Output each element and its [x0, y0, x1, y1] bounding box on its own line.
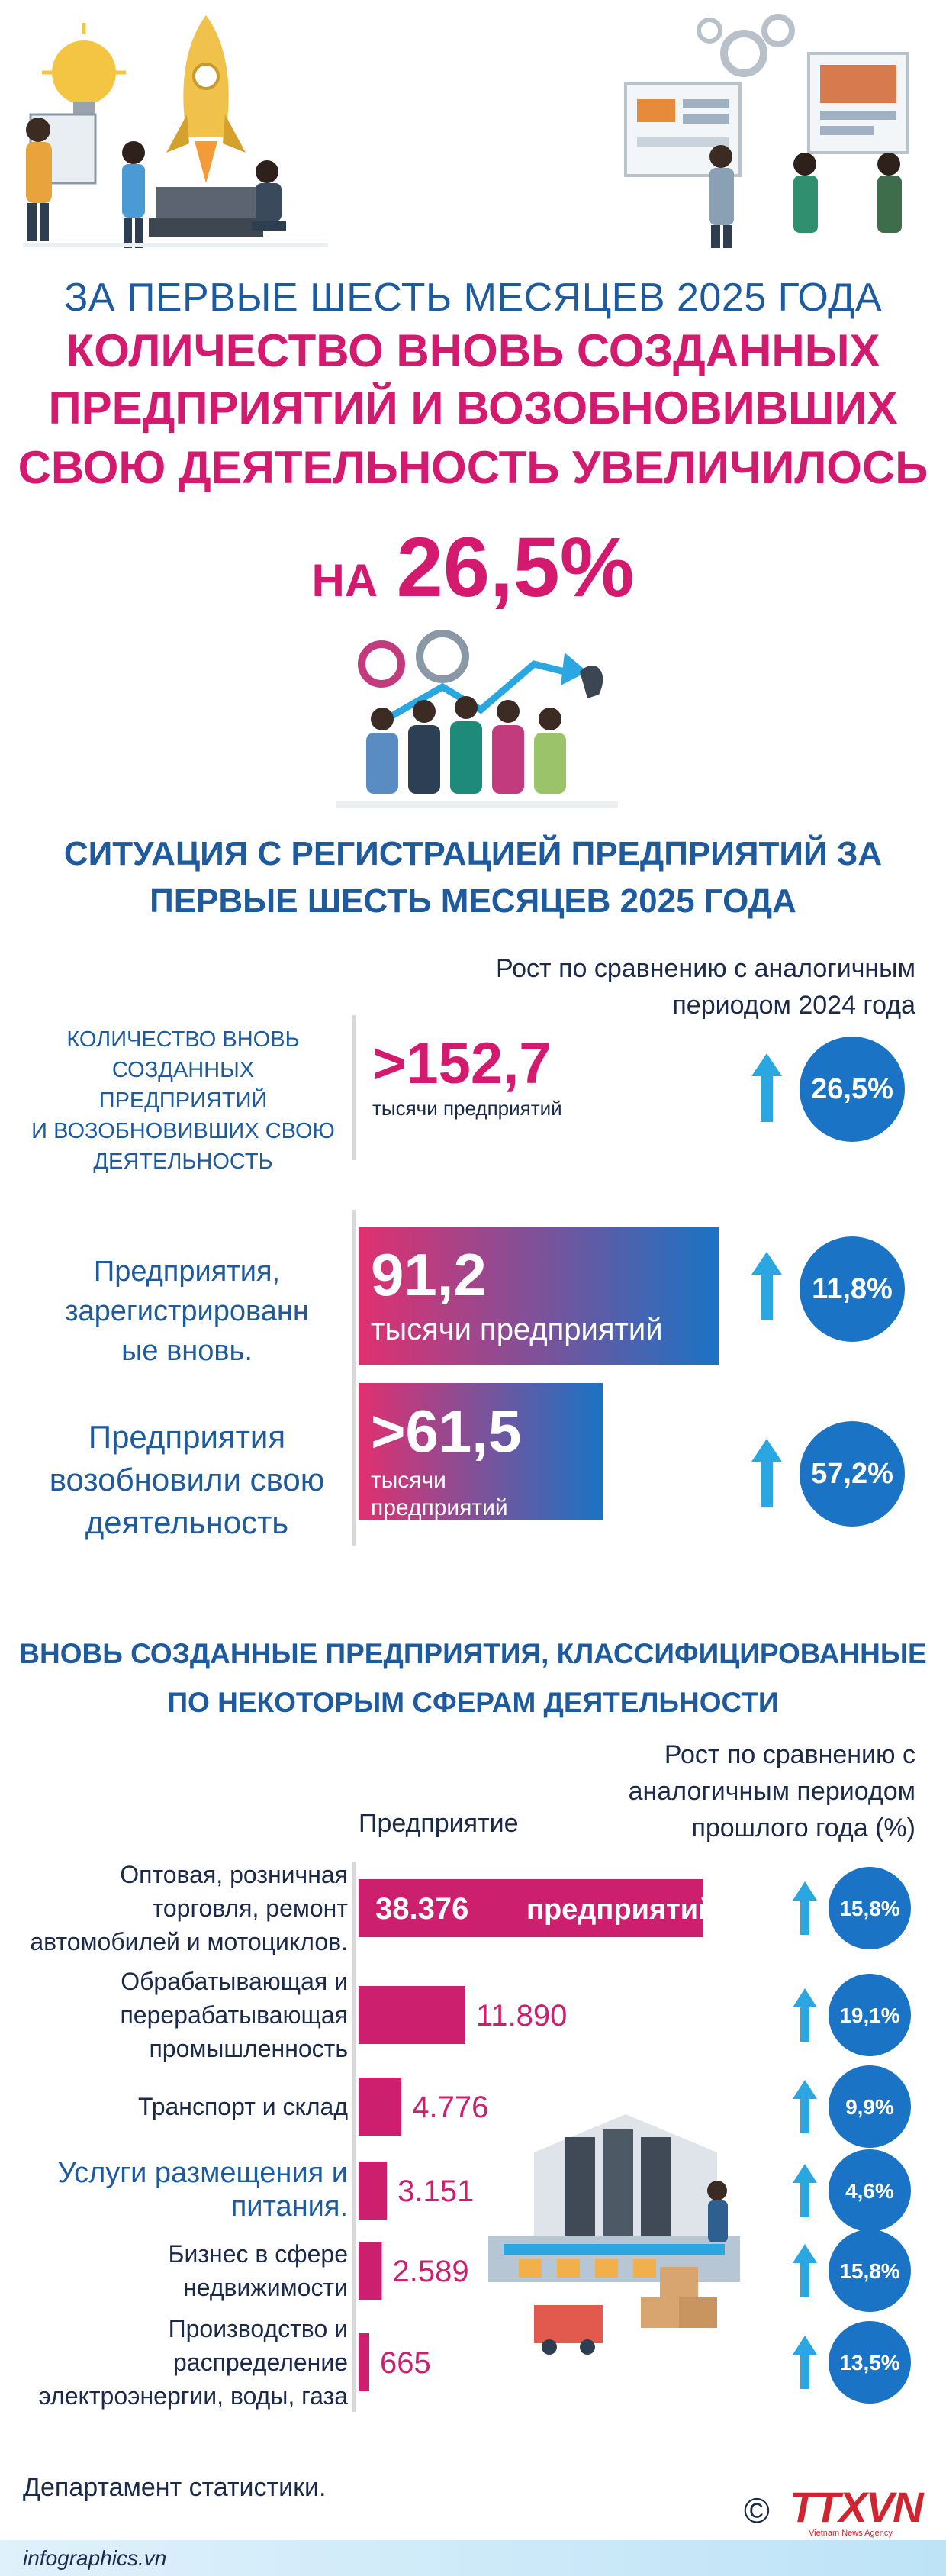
- chart-category-label: Бизнес в сфере: [168, 2240, 348, 2268]
- chart-category-label: торговля, ремонт: [152, 1894, 348, 1922]
- growth-label: 9,9%: [845, 2095, 894, 2119]
- chart-category-label: питания.: [230, 2191, 348, 2223]
- chart-value-label: 665: [380, 2346, 431, 2380]
- section1-title: [15, 830, 931, 925]
- new-registered-unit: тысячи предприятий: [371, 1313, 663, 1346]
- up-arrow-icon: [793, 1988, 817, 2042]
- growth-label: 15,8%: [839, 1897, 900, 1920]
- dashboard-illustration: [626, 17, 908, 176]
- person-illustration: [26, 118, 52, 241]
- chart-category-label: промышленность: [149, 2035, 348, 2062]
- growth-label: 15,8%: [839, 2259, 900, 2283]
- source-text: Департамент статистики.: [23, 2473, 327, 2502]
- section2-title-line: ПО НЕКОТОРЫМ СФЕРАМ ДЕЯТЕЛЬНОСТИ: [167, 1687, 779, 1718]
- growth-header-line: Рост по сравнению с аналогичным: [495, 954, 915, 983]
- growth-header-line: периодом 2024 года: [672, 991, 915, 1020]
- chart-value-label: 38.376: [375, 1892, 469, 1926]
- growth-header-line: аналогичным периодом: [628, 1777, 915, 1806]
- growth-label: 4,6%: [845, 2179, 894, 2203]
- top-illustration: [0, 0, 946, 260]
- header-percent-value: 26,5%: [396, 521, 635, 614]
- chart-bar: [359, 2162, 387, 2220]
- chart-value-label: 3.151: [397, 2175, 475, 2208]
- new-registered-value: 91,2: [371, 1241, 487, 1308]
- divider-line: [352, 1015, 356, 1160]
- growth-header-line: прошлого года (%): [691, 1814, 915, 1843]
- chart-category-label: недвижимости: [183, 2274, 348, 2301]
- resumed-unit-line: предприятий: [371, 1495, 508, 1520]
- new-registered-label-line: ые вновь.: [121, 1335, 253, 1367]
- header-title-line: КОЛИЧЕСТВО ВНОВЬ СОЗДАННЫХ: [66, 325, 880, 376]
- header-title-line: СВОЮ ДЕЯТЕЛЬНОСТЬ УВЕЛИЧИЛОСЬ: [18, 442, 928, 493]
- total-label-line: ДЕЯТЕЛЬНОСТЬ: [93, 1149, 273, 1174]
- brand-logo: TTXVN: [790, 2483, 922, 2531]
- growth-circle: 26,5%: [800, 1037, 905, 1142]
- chart-category-label: перерабатывающая: [120, 2001, 348, 2029]
- header-percent: [0, 519, 946, 616]
- brand-subtitle: Vietnam News Agency: [809, 2529, 893, 2538]
- growth-label: 13,5%: [839, 2351, 900, 2374]
- section2-growth-header: [534, 1736, 915, 1846]
- resumed-label-line: деятельность: [85, 1504, 289, 1540]
- total-unit: тысячи предприятий: [372, 1097, 562, 1120]
- total-label-line: И ВОЗОБНОВИВШИХ СВОЮ: [31, 1119, 335, 1143]
- chart-bar: [359, 1986, 465, 2044]
- up-arrow-icon: [793, 1881, 817, 1935]
- resumed-label-line: возобновили свою: [49, 1462, 325, 1498]
- resumed-unit: [371, 1467, 508, 1522]
- resumed-label-line: Предприятия: [88, 1419, 286, 1455]
- lightbulb-icon: [42, 23, 126, 119]
- team-illustration: [336, 626, 626, 817]
- site-link[interactable]: infographics.vn: [23, 2546, 167, 2570]
- chart-category-label: Транспорт и склад: [137, 2093, 348, 2120]
- section1-title-line: СИТУАЦИЯ С РЕГИСТРАЦИЕЙ ПРЕДПРИЯТИЙ ЗА: [63, 835, 883, 872]
- chart-category-label: автомобилей и мотоциклов.: [30, 1928, 348, 1955]
- section1-title-line: ПЕРВЫЕ ШЕСТЬ МЕСЯЦЕВ 2025 ГОДА: [150, 882, 796, 920]
- resumed-value: >61,5: [371, 1398, 522, 1465]
- chart-bar: [359, 2242, 381, 2300]
- column-header: Предприятие: [359, 1809, 519, 1838]
- chart-category-label: Обрабатывающая и: [121, 1968, 348, 1995]
- chart-axis-line: [352, 1862, 356, 2412]
- rocket-illustration: [149, 15, 263, 237]
- up-arrow-icon: [793, 2080, 817, 2133]
- up-arrow-icon: [793, 2164, 817, 2217]
- chart-category-label: электроэнергии, воды, газа: [38, 2382, 348, 2410]
- chart-value-label: 11.890: [476, 1999, 568, 2033]
- chart-value-label: 2.589: [392, 2255, 469, 2288]
- header-subtitle: ЗА ПЕРВЫЕ ШЕСТЬ МЕСЯЦЕВ 2025 ГОДА: [63, 276, 883, 320]
- up-arrow-icon: [751, 1252, 782, 1320]
- divider-line: [352, 1210, 356, 1546]
- up-arrow-icon: [751, 1053, 782, 1122]
- header-title-line: ПРЕДПРИЯТИЙ И ВОЗОБНОВИВШИХ: [48, 382, 898, 434]
- growth-circle: 57,2%: [800, 1421, 905, 1527]
- chart-category-label: Производство и: [168, 2315, 348, 2342]
- up-arrow-icon: [793, 2244, 817, 2297]
- header-na: НА: [311, 555, 378, 606]
- resumed-label: [23, 1416, 351, 1544]
- section1-growth-header: [458, 950, 915, 1024]
- new-registered-label-line: зарегистрированн: [65, 1295, 309, 1327]
- total-label-line: КОЛИЧЕСТВО ВНОВЬ: [66, 1027, 300, 1052]
- up-arrow-icon: [751, 1439, 782, 1507]
- chart-category-label: Оптовая, розничная: [120, 1861, 348, 1888]
- chart-category-label: распределение: [172, 2349, 348, 2376]
- total-label: [31, 1024, 336, 1177]
- new-registered-label: [31, 1252, 343, 1371]
- chart-value-suffix: предприятий: [526, 1894, 716, 1926]
- chart-bar: [359, 2333, 369, 2391]
- total-label-line: СОЗДАННЫХ ПРЕДПРИЯТИЙ: [98, 1058, 268, 1113]
- resumed-unit-line: тысячи: [371, 1468, 446, 1493]
- new-registered-label-line: Предприятия,: [93, 1256, 281, 1288]
- category-bar-chart: [0, 1847, 946, 2427]
- copyright-symbol: ©: [744, 2491, 770, 2530]
- up-arrow-icon: [793, 2336, 817, 2389]
- chart-value-label: 4.776: [412, 2091, 489, 2124]
- chart-bar: [359, 2078, 401, 2136]
- growth-circle: 11,8%: [800, 1236, 905, 1342]
- total-value: >152,7: [372, 1031, 552, 1096]
- section2-title: [15, 1630, 931, 1727]
- chart-category-label: Услуги размещения и: [57, 2157, 348, 2189]
- growth-header-line: Рост по сравнению с: [664, 1740, 915, 1769]
- growth-label: 19,1%: [839, 2004, 900, 2027]
- section2-title-line: ВНОВЬ СОЗДАННЫЕ ПРЕДПРИЯТИЯ, КЛАССИФИЦИРОВАННЫЕ: [19, 1638, 927, 1669]
